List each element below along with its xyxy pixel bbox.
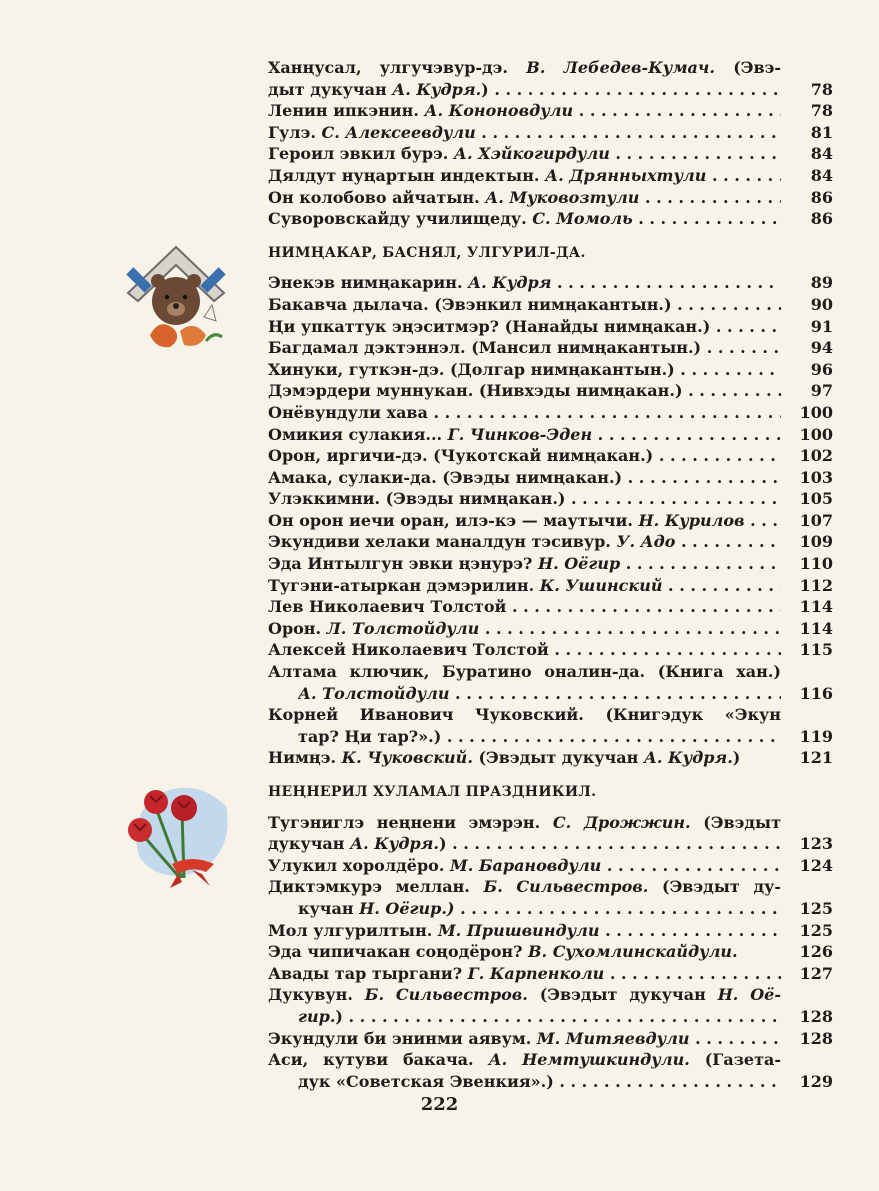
toc-entry-title	[268, 510, 781, 532]
toc-entry-title-line1	[268, 876, 833, 898]
toc-page-number: 78	[810, 79, 833, 99]
toc-entry	[268, 596, 833, 618]
toc-entry	[268, 1049, 833, 1092]
toc-entry-title-line1	[268, 661, 833, 683]
entry-text-part: Он орон иечи оран, илэ-кэ — маутычи.	[268, 510, 639, 530]
toc-entry	[268, 294, 833, 316]
toc-entry-title-line1	[268, 57, 833, 79]
toc-entry-title	[268, 337, 781, 359]
toc-entry-title	[268, 618, 781, 640]
toc-entry-title	[268, 165, 781, 187]
toc-entry-title	[268, 359, 781, 381]
toc-entry	[268, 467, 833, 489]
entry-text-part: Орон, иргичи-дэ. (Чукотскай нимңакан.)	[268, 446, 654, 466]
entry-text-part: Аси, кутуви бакача.	[268, 1050, 489, 1070]
toc-page-number: 109	[799, 532, 833, 552]
entry-text-part: )	[732, 748, 741, 768]
toc-page-number: 86	[810, 209, 833, 229]
entry-text-part: )	[335, 1006, 343, 1026]
toc-page-number: 125	[799, 898, 833, 918]
toc-page-number: 123	[799, 834, 833, 854]
toc-entry	[268, 208, 833, 230]
entry-text-part: А. Кудря	[468, 273, 552, 293]
toc-page-number: 103	[799, 467, 833, 487]
toc-entry	[268, 316, 833, 338]
entry-text-part: тар? Ңи тар?».)	[298, 726, 442, 746]
entry-text-part: К. Чуковский.	[341, 748, 473, 768]
bear-fox-illustration	[120, 243, 232, 355]
entry-text-part: Нимңэ.	[268, 748, 342, 768]
entry-text-part: Улукил хоролдёро.	[268, 855, 450, 875]
toc-entry-title-line1	[268, 984, 833, 1006]
entry-text-part: В. Сухомлинскайдули.	[528, 942, 738, 962]
toc-entry-title	[268, 596, 781, 618]
toc-entry-title	[268, 294, 781, 316]
toc-entry-title	[268, 941, 781, 963]
entry-text-part: кучан	[298, 898, 360, 918]
toc-entry-title	[268, 1028, 781, 1050]
toc-entry-title-line1	[268, 812, 833, 834]
entry-text-part: Ханңусал, улгучэвур-дэ.	[268, 58, 527, 77]
entry-text-part: Гулэ.	[268, 122, 322, 142]
toc-entry	[268, 941, 833, 963]
entry-text-part: гир.	[298, 1006, 336, 1026]
entry-text-part: )	[438, 834, 447, 854]
toc-entry-title-line2	[298, 1006, 781, 1028]
entry-text-part: Экундули би энинми аявум.	[268, 1028, 537, 1048]
toc-entry-title	[268, 639, 781, 661]
entry-text-part: А. Муковозтули	[485, 187, 640, 207]
entry-text-part: Дукувун.	[268, 985, 365, 1005]
toc-entry	[268, 661, 833, 704]
entry-text-part: Мол улгурилтын.	[268, 920, 438, 940]
entry-text-part: (Эвэдыт	[690, 812, 781, 832]
entry-text-part: Н. Курилов	[638, 510, 745, 530]
toc-page-number: 91	[810, 316, 833, 336]
toc-page-number: 121	[799, 748, 833, 768]
entry-text-part: М. Пришвиндули	[437, 920, 600, 940]
toc-page-number: 100	[799, 402, 833, 422]
entry-text-part: Амака, сулаки-да. (Эвэды нимңакан.)	[268, 467, 623, 487]
toc-entry-title	[268, 316, 781, 338]
entries-bottom	[268, 812, 833, 1093]
entry-text-part: Омикия сулакия...	[268, 424, 448, 444]
entry-text-part: У. Адо	[616, 532, 676, 552]
toc-entry-title	[268, 920, 781, 942]
entry-text-part: Л. Толстойдули	[326, 618, 480, 638]
toc-entry	[268, 402, 833, 424]
toc-page-number: 100	[799, 424, 833, 444]
toc-entry	[268, 445, 833, 467]
page-number: 222	[420, 1094, 459, 1115]
entry-text-part: (Эвэдыт ду-	[648, 877, 781, 897]
entry-text-part: Н. Оёгир.)	[359, 898, 455, 918]
toc-entry	[268, 424, 833, 446]
toc-page-number: 119	[799, 726, 833, 746]
toc-entry-title-line2	[268, 79, 781, 101]
toc-page-number: 127	[799, 963, 833, 983]
entry-text-part: Эда Интылгун эвки ңэнурэ?	[268, 554, 538, 574]
toc-entry-title	[268, 208, 781, 230]
toc-entry-title-line2	[268, 833, 781, 855]
entry-text-part: )	[481, 79, 489, 99]
entry-text-part: Дялдут нуңартын индектын.	[268, 165, 546, 185]
toc-page-number: 128	[799, 1028, 833, 1048]
entry-text-part: Суворовскайду училищеду.	[268, 209, 533, 229]
entry-text-part: Алтама ключик, Буратино оналин-да. (Книга хан.)	[268, 662, 781, 682]
entry-text-part: Г. Чинков-Эден	[447, 424, 593, 444]
entry-text-part: Экундиви хелаки маналдун тэсивур.	[268, 532, 617, 552]
toc-page-number: 116	[799, 683, 833, 703]
toc-entry-title	[268, 747, 781, 769]
toc-entry-title	[268, 402, 781, 424]
entry-text-part: Лев Николаевич Толстой	[268, 597, 507, 617]
entry-text-part: Багдамал дэктэннэл. (Мансил нимңакантын.)	[268, 338, 702, 358]
toc-entry	[268, 488, 833, 510]
toc-page-number: 107	[799, 510, 833, 530]
entry-text-part: В. Лебедев-Кумач.	[526, 58, 715, 77]
entry-text-part: М. Барановдули	[449, 855, 602, 875]
section-heading-holidays: НЕҢНЕРИЛ ХУЛАМАЛ ПРАЗДНИКИЛ.	[268, 784, 597, 800]
entry-text-part: С. Момоль	[532, 209, 633, 229]
toc-entry	[268, 639, 833, 661]
entry-text-part: Он колобово айчатын.	[268, 187, 486, 207]
entry-text-part: А. Дрянныхтули	[545, 165, 707, 185]
toc-entry-title	[268, 445, 781, 467]
toc-page-number: 90	[810, 294, 833, 314]
toc-entry-title	[268, 424, 781, 446]
entry-text-part: А. Немтушкиндули.	[488, 1050, 690, 1070]
entry-text-part: Диктэмкурэ меллан.	[268, 877, 484, 897]
entry-text-part: Ленин ипкэнин.	[268, 101, 425, 121]
toc-entry-title-line2	[298, 726, 781, 748]
toc-page-number: 114	[799, 618, 833, 638]
entry-text-part: С. Алексеевдули	[321, 122, 476, 142]
entry-text-part: Онёвундули хава	[268, 402, 428, 422]
toc-entry-title-line1	[268, 1049, 833, 1071]
toc-entry-title	[268, 100, 781, 122]
carnations-illustration	[122, 778, 234, 890]
entry-text-part: А. Кононовдули	[424, 101, 574, 121]
toc-page-number: 112	[799, 575, 833, 595]
toc-page-number: 115	[799, 640, 833, 660]
toc-entry	[268, 876, 833, 919]
toc-entry	[268, 812, 833, 855]
toc-page-number: 124	[799, 855, 833, 875]
entry-text-part: (Эвэдыт дукучан	[527, 985, 718, 1005]
entry-text-part: А. Кудря.	[643, 748, 733, 768]
toc-entry	[268, 984, 833, 1027]
toc-page-number: 128	[799, 1006, 833, 1026]
entry-text-part: А. Толстойдули	[298, 683, 450, 703]
toc-entry	[268, 510, 833, 532]
entry-text-part: Улэккимни. (Эвэды нимңакан.)	[268, 489, 566, 509]
section-heading-fables: НИМҢАКАР, БАСНЯЛ, УЛГУРИЛ-ДА.	[268, 244, 586, 261]
toc-entry-title-line2	[298, 1071, 781, 1093]
entry-text-part: Энекэв нимңакарин.	[268, 273, 469, 293]
toc-entry	[268, 100, 833, 122]
toc-entry	[268, 165, 833, 187]
toc-page-number: 96	[810, 359, 833, 379]
toc-entry	[268, 747, 833, 769]
entry-text-part: Корней Иванович Чуковский. (Книгэдук «Экун	[268, 705, 781, 725]
toc-entry-title	[268, 963, 781, 985]
toc-entry	[268, 618, 833, 640]
toc-page-number: 110	[799, 554, 833, 574]
toc-entry-title	[268, 855, 781, 877]
toc-entry	[268, 272, 833, 294]
toc-entry-title	[268, 272, 781, 294]
toc-entry-title-line2	[298, 898, 781, 920]
entry-text-part: Эда чипичакан соңодёрон?	[268, 942, 529, 962]
toc-page-number: 129	[799, 1071, 833, 1091]
toc-entry-title-line1	[268, 704, 833, 726]
entry-text-part: Орон.	[268, 618, 327, 638]
entry-text-part: М. Митяевдули	[536, 1028, 690, 1048]
entry-text-part: дыт дукучан	[268, 79, 393, 99]
toc-page-number: 86	[810, 187, 833, 207]
toc-entry	[268, 337, 833, 359]
entry-text-part: дукучан	[268, 834, 351, 854]
toc-page-number: 89	[810, 273, 833, 293]
entry-text-part: Алексей Николаевич Толстой	[268, 640, 549, 660]
toc-entry	[268, 704, 833, 747]
toc-entry	[268, 575, 833, 597]
toc-page-number: 102	[799, 446, 833, 466]
toc-entry	[268, 531, 833, 553]
entry-text-part: Тугэни-атыркан дэмэрилин.	[268, 575, 540, 595]
toc-entry	[268, 122, 833, 144]
entry-text-part: Хинуки, гуткэн-дэ. (Долгар нимңакантын.)	[268, 359, 675, 379]
toc-entry	[268, 57, 833, 100]
toc-entry	[268, 1028, 833, 1050]
entry-text-part: (Газета-	[689, 1050, 782, 1070]
entry-text-part: Б. Сильвестров.	[364, 985, 528, 1005]
toc-entry-title	[268, 467, 781, 489]
entry-text-part: А. Кудря.	[350, 834, 439, 854]
entry-text-part: А. Хэйкогирдули	[453, 144, 610, 164]
toc-entry-title-line2	[298, 683, 781, 705]
table-of-contents	[268, 57, 833, 1092]
toc-page-number: 78	[810, 101, 833, 121]
toc-page-number: 84	[810, 144, 833, 164]
toc-entry	[268, 187, 833, 209]
toc-entry-title	[268, 531, 781, 553]
entry-text-part: Дэмэрдери муннукан. (Нивхэды нимңакан.)	[268, 381, 683, 401]
toc-page-number: 94	[810, 338, 833, 358]
entry-text-part: Ңи упкаттук эңэситмэр? (Нанайды нимңакан.)	[268, 316, 711, 336]
toc-entry-title	[268, 187, 781, 209]
entry-text-part: дук «Советская Эвенкия».)	[298, 1071, 554, 1091]
entry-text-part: Г. Карпенколи	[467, 963, 605, 983]
toc-entry-title	[268, 380, 781, 402]
entry-text-part: (Эвэ-	[714, 58, 782, 77]
entry-text-part: Н. Оёгир	[537, 554, 621, 574]
toc-page-number: 125	[799, 920, 833, 940]
toc-entry	[268, 855, 833, 877]
entry-text-part: К. Ушинский	[539, 575, 663, 595]
entries-top	[268, 57, 833, 230]
entry-text-part: С. Дрожжин.	[552, 812, 691, 832]
entry-text-part: Тугэниглэ неңнени эмэрэн.	[268, 812, 553, 832]
toc-page-number: 84	[810, 165, 833, 185]
toc-page-number: 114	[799, 597, 833, 617]
toc-page-number: 81	[810, 122, 833, 142]
entry-text-part: Н. Оё-	[717, 985, 781, 1005]
toc-entry	[268, 143, 833, 165]
toc-entry-title	[268, 488, 781, 510]
toc-entry	[268, 963, 833, 985]
toc-entry-title	[268, 575, 781, 597]
toc-entry-title	[268, 143, 781, 165]
toc-page-number: 97	[810, 381, 833, 401]
toc-entry	[268, 553, 833, 575]
entry-text-part: Героил эвкил бурэ.	[268, 144, 454, 164]
entry-text-part: Бакавча дылача. (Эвэнкил нимңакантын.)	[268, 294, 672, 314]
entry-text-part: Авады тар тыргани?	[268, 963, 468, 983]
entry-text-part: (Эвэдыт дукучан	[472, 748, 644, 768]
entries-middle	[268, 272, 833, 769]
toc-entry	[268, 359, 833, 381]
toc-entry-title	[268, 122, 781, 144]
entry-text-part: А. Кудря.	[392, 79, 482, 99]
toc-entry	[268, 380, 833, 402]
toc-page-number: 126	[799, 942, 833, 962]
entry-text-part: Б. Сильвестров.	[483, 877, 649, 897]
toc-entry	[268, 920, 833, 942]
toc-entry-title	[268, 553, 781, 575]
toc-page-number: 105	[799, 489, 833, 509]
